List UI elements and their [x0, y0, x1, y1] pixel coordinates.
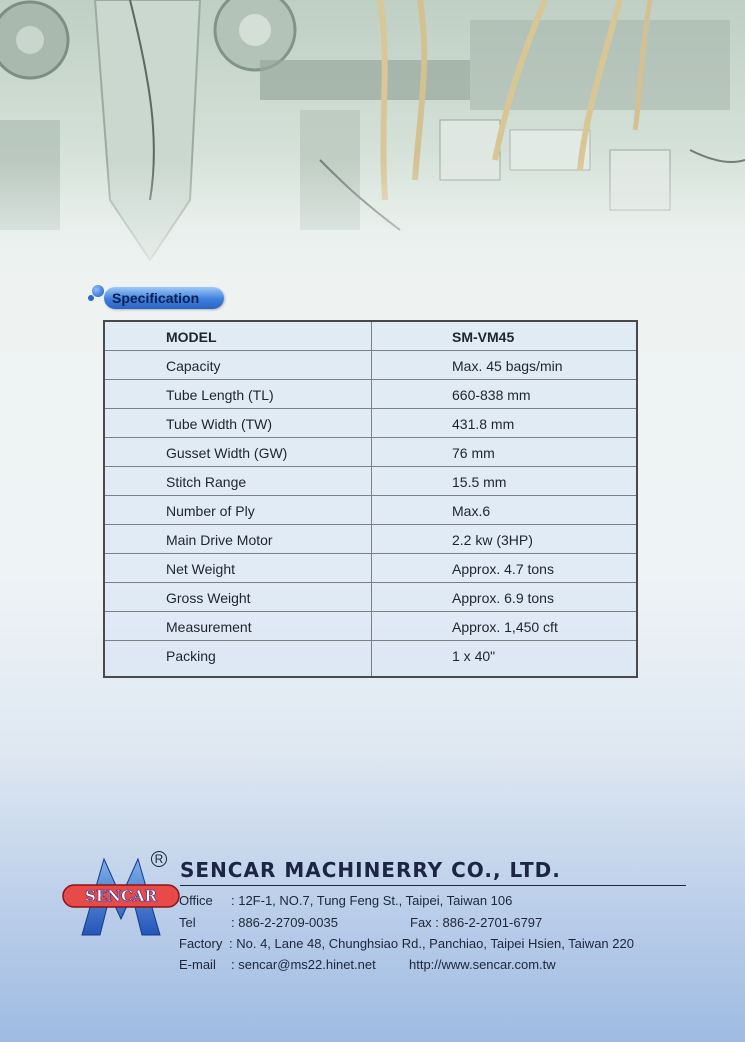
row-label: Number of Ply: [166, 503, 255, 519]
row-value: Approx. 4.7 tons: [452, 561, 554, 577]
row-label: Packing: [166, 648, 216, 664]
row-value: Approx. 6.9 tons: [452, 590, 554, 606]
table-row: [105, 351, 636, 380]
row-label: Gross Weight: [166, 590, 251, 606]
company-name: SENCAR MACHINERRY CO., LTD.: [180, 858, 561, 882]
row-label: Measurement: [166, 619, 252, 635]
factory-address: : No. 4, Lane 48, Chunghsiao Rd., Panchiao, Taipei Hsien, Taiwan 220: [229, 936, 634, 951]
row-value: 431.8 mm: [452, 416, 515, 432]
table-row: [105, 467, 636, 496]
table-row: [105, 438, 636, 467]
row-value: 2.2 kw (3HP): [452, 532, 533, 548]
row-label: Gusset Width (GW): [166, 445, 288, 461]
row-value: Max. 45 bags/min: [452, 358, 563, 374]
row-label: Stitch Range: [166, 474, 247, 490]
office-label: Office: [179, 893, 213, 908]
website-link[interactable]: http://www.sencar.com.tw: [409, 957, 556, 972]
header-value: SM-VM45: [452, 329, 515, 345]
row-value: 76 mm: [452, 445, 495, 461]
row-value: 15.5 mm: [452, 474, 507, 490]
table-row: [105, 583, 636, 612]
row-value: 1 x 40": [452, 648, 496, 664]
header-label: MODEL: [166, 329, 217, 345]
tel-number: : 886-2-2709-0035: [231, 915, 338, 930]
table-row: [105, 641, 636, 676]
factory-label: Factory: [179, 936, 223, 951]
email-label: E-mail: [179, 957, 216, 972]
email-address[interactable]: : sencar@ms22.hinet.net: [231, 957, 376, 972]
row-value: 660-838 mm: [452, 387, 531, 403]
machine-photo: [0, 0, 745, 290]
tel-label: Tel: [179, 915, 196, 930]
logo-wordmark: SENCAR: [84, 887, 158, 905]
row-label: Main Drive Motor: [166, 532, 273, 548]
office-address: : 12F-1, NO.7, Tung Feng St., Taipei, Taiwan 106: [231, 893, 513, 908]
row-label: Capacity: [166, 358, 221, 374]
table-row: [105, 380, 636, 409]
registered-mark-icon: R: [151, 851, 167, 867]
table-row: [105, 496, 636, 525]
row-label: Net Weight: [166, 561, 235, 577]
row-label: Tube Length (TL): [166, 387, 274, 403]
spec-table: [103, 320, 638, 678]
table-header-row: [105, 322, 636, 351]
sencar-logo: [62, 857, 180, 937]
bullet-dot-icon: [92, 285, 104, 297]
table-row: [105, 554, 636, 583]
bullet-dot-small-icon: [88, 295, 94, 301]
table-row: [105, 612, 636, 641]
table-row: [105, 525, 636, 554]
specification-title: Specification: [104, 287, 224, 309]
row-value: Max.6: [452, 503, 491, 519]
row-label: Tube Width (TW): [166, 416, 273, 432]
row-value: Approx. 1,450 cft: [452, 619, 558, 635]
table-row: [105, 409, 636, 438]
specification-heading: [92, 283, 232, 311]
divider: [180, 885, 686, 886]
fax-number: Fax : 886-2-2701-6797: [410, 915, 543, 930]
